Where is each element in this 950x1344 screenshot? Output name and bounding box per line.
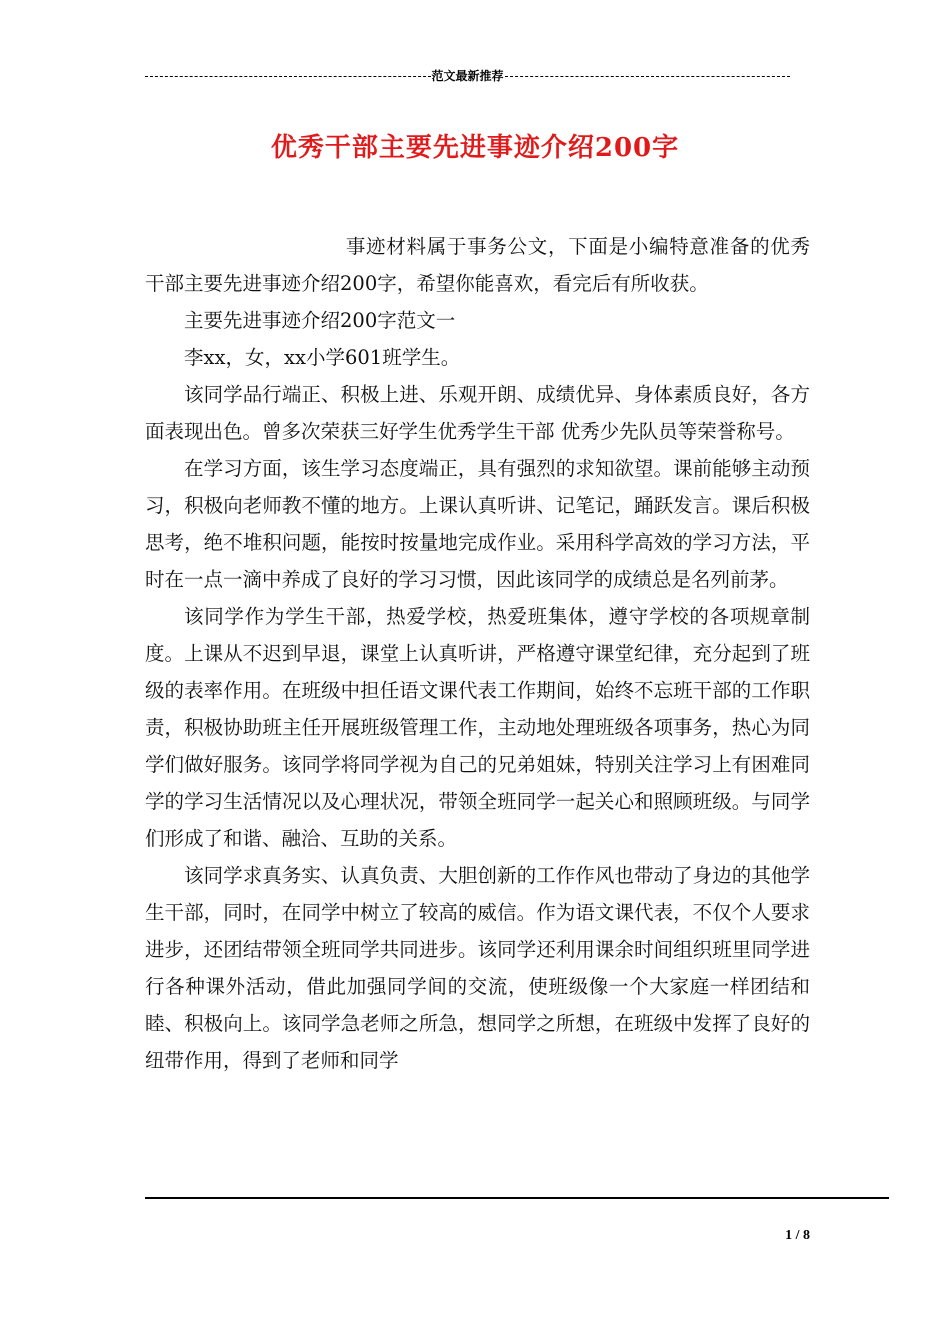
document-title: 优秀干部主要先进事迹介绍200字 [270,133,680,163]
paragraph-cadre: 该同学作为学生干部，热爱学校，热爱班集体，遵守学校的各项规章制度。上课从不迟到早退，课堂上认真听讲，严格遵守课堂纪律，充分起到了班级的表率作用。在班级中担任语文课代表工作期间，始终不忘班干部的工作职责，积极协助班主任开展班级管理工作，主动地处理班级各项事务，热心为同学们做好服务。该同学将同学视为自己的兄弟姐妹，特别关注学习上有困难同学的学习生活情况以及心理状况，带领全班同学一起关心和照顾班级。与同学们形成了和谐、融洽、互助的关系。 [145,605,810,850]
header-label: 范文最新推荐 [431,69,504,83]
paragraph-character: 该同学品行端正、积极上进、乐观开朗、成绩优异、身体素质良好，各方面表现出色。曾多次荣获三好学生优秀学生干部 优秀少先队员等荣誉称号。 [145,383,810,443]
intro-paragraph: 事迹材料属于事务公文，下面是小编特意准备的优秀干部主要先进事迹介绍200字，希望你能喜欢，看完后有所收获。 [145,235,810,295]
header-dash-left [145,76,431,77]
page-number: 1 / 8 [785,1228,810,1243]
paragraph-style: 该同学求真务实、认真负责、大胆创新的工作作风也带动了身边的其他学生干部，同时，在同学中树立了较高的威信。作为语文课代表，不仅个人要求进步，还团结带领全班同学共同进步。该同学还利用课余时间组织班里同学进行各种课外活动，借此加强同学间的交流，使班级像一个大家庭一样团结和睦、积极向上。该同学急老师之所急，想同学之所想，在班级中发挥了良好的纽带作用，得到了老师和同学 [145,864,810,1072]
document-body [145,228,810,1079]
footer-rule [145,1197,889,1199]
paragraph-study: 在学习方面，该生学习态度端正，具有强烈的求知欲望。课前能够主动预习，积极向老师教不懂的地方。上课认真听讲、记笔记，踊跃发言。课后积极思考，绝不堆积问题，能按时按量地完成作业。采用科学高效的学习方法，平时在一点一滴中养成了良好的学习习惯，因此该同学的成绩总是名列前茅。 [145,457,810,591]
header-dash-right [505,76,791,77]
student-info: 李xx，女，xx小学601班学生。 [184,346,461,369]
section-heading: 主要先进事迹介绍200字范文一 [184,309,456,332]
page-header [145,68,790,84]
